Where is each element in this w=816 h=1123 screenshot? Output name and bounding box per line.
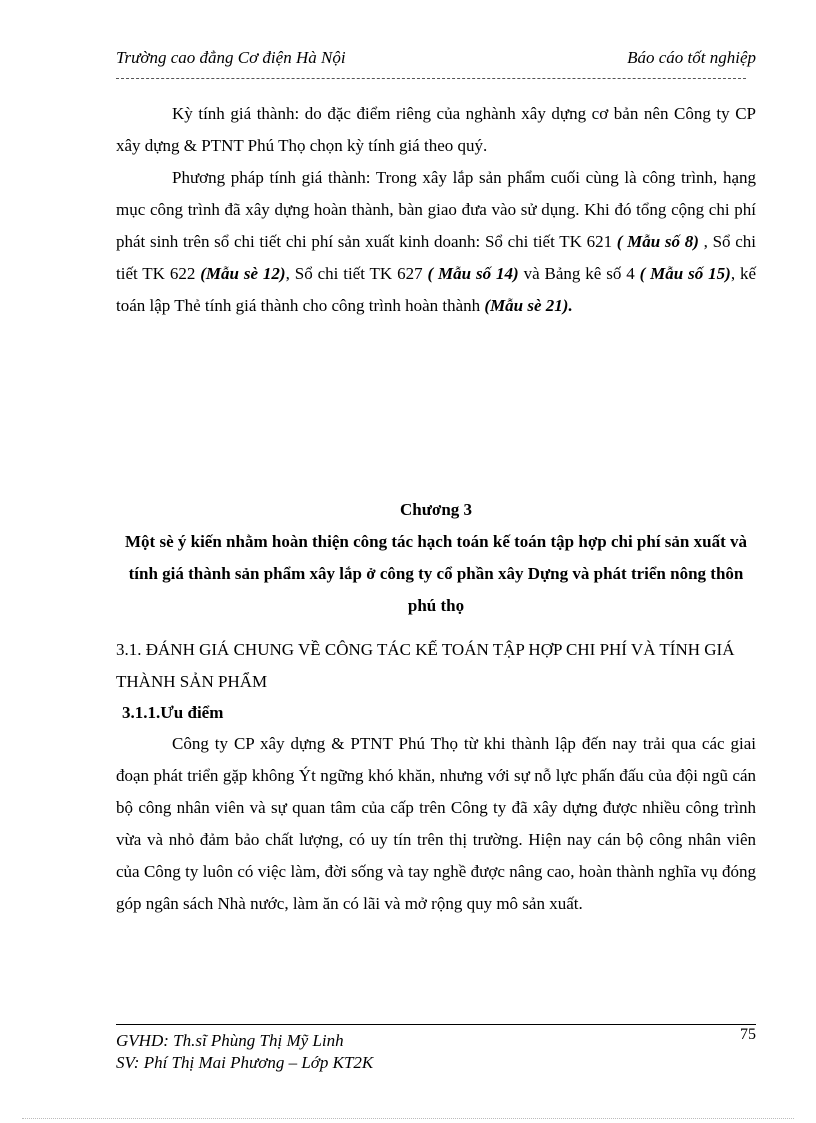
para2-text-5: , kế toán lập Thẻ tính giá thành cho công trình hoàn thành: [116, 264, 756, 315]
ref-form-8: ( Mẫu số 8): [616, 232, 699, 251]
footer-student: SV: Phí Thị Mai Phương – Lớp KT2K: [116, 1053, 374, 1072]
paragraph-advantages: Công ty CP xây dựng & PTNT Phú Thọ từ khi thành lập đến nay trải qua các giai đoạn phát triển gặp không Ýt ngững khó khăn, nhưng với sự nỗ lực phấn đấu của đội ngũ cán bộ công nhân viên và sự quan tâm của cấp trên Công ty đã xây dựng được nhiều công trình vừa và nhỏ đảm bảo chất lượng, có uy tín trên thị trường. Hiện nay cán bộ công nhân viên của Công ty luôn có việc làm, đời sống và tay nghề được nâng cao, hoàn thành nghĩa vụ đóng góp ngân sách Nhà nước, làm ăn có lãi và mở rộng quy mô sản xuất.: [116, 734, 756, 913]
para2-text-4: và Bảng kê số 4: [518, 264, 640, 283]
subsection-heading: 3.1.1.Ưu điểm: [122, 703, 224, 722]
ref-form-15: ( Mẫu số 15): [639, 264, 731, 283]
page-body: [116, 98, 756, 920]
spacer: [116, 322, 756, 494]
ref-form-12: (Mẫu sè 12): [200, 264, 286, 283]
chapter-title: Một sè ý kiến nhằm hoàn thiện công tác hạch toán kế toán tập hợp chi phí sản xuất và tính giá thành sản phẩm xây lắp ở công ty cổ phần xây Dựng và phát triển nông thôn phú thọ: [125, 532, 747, 615]
page-bottom-edge: [22, 1118, 794, 1119]
para2-text-2: , Sổ chi tiết TK 622: [116, 232, 757, 283]
para2-text-3: , Sổ chi tiết TK 627: [285, 264, 428, 283]
footer-supervisor: GVHD: Th.sĩ Phùng Thị Mỹ Linh: [116, 1031, 344, 1050]
page-footer: [116, 1030, 756, 1074]
header-report-title: Báo cáo tốt nghiệp: [627, 48, 756, 67]
paragraph-costing-period: Kỳ tính giá thành: do đặc điểm riêng của nghành xây dựng cơ bản nên Công ty CP xây dựng & PTNT Phú Thọ chọn kỳ tính giá theo quý.: [116, 104, 756, 155]
ref-form-14: ( Mẫu số 14): [427, 264, 519, 283]
paragraph-costing-method: [116, 162, 756, 322]
para2-text-1: Phương pháp tính giá thành: Trong xây lắp sản phẩm cuối cùng là công trình, hạng mục công trình đã xây dựng hoàn thành, bàn giao đưa vào sử dụng. Khi đó tổng cộng chi phí phát sinh trên sổ chi tiết chi phí sản xuất kinh doanh: Sổ chi tiết TK 621: [116, 168, 756, 251]
footer-divider: [116, 1024, 756, 1025]
section-heading: 3.1. ĐÁNH GIÁ CHUNG VỀ CÔNG TÁC KẾ TOÁN TẬP HỢP CHI PHÍ VÀ TÍNH GIÁ THÀNH SẢN PHẨM: [116, 640, 735, 691]
chapter-label: Chương 3: [399, 500, 473, 519]
header-school: Trường cao đẳng Cơ điện Hà Nội: [116, 48, 346, 67]
ref-form-21: (Mẫu sè 21).: [484, 296, 573, 315]
page-number: 75: [740, 1026, 756, 1043]
header-divider: [116, 78, 746, 79]
page-header: [116, 48, 756, 78]
